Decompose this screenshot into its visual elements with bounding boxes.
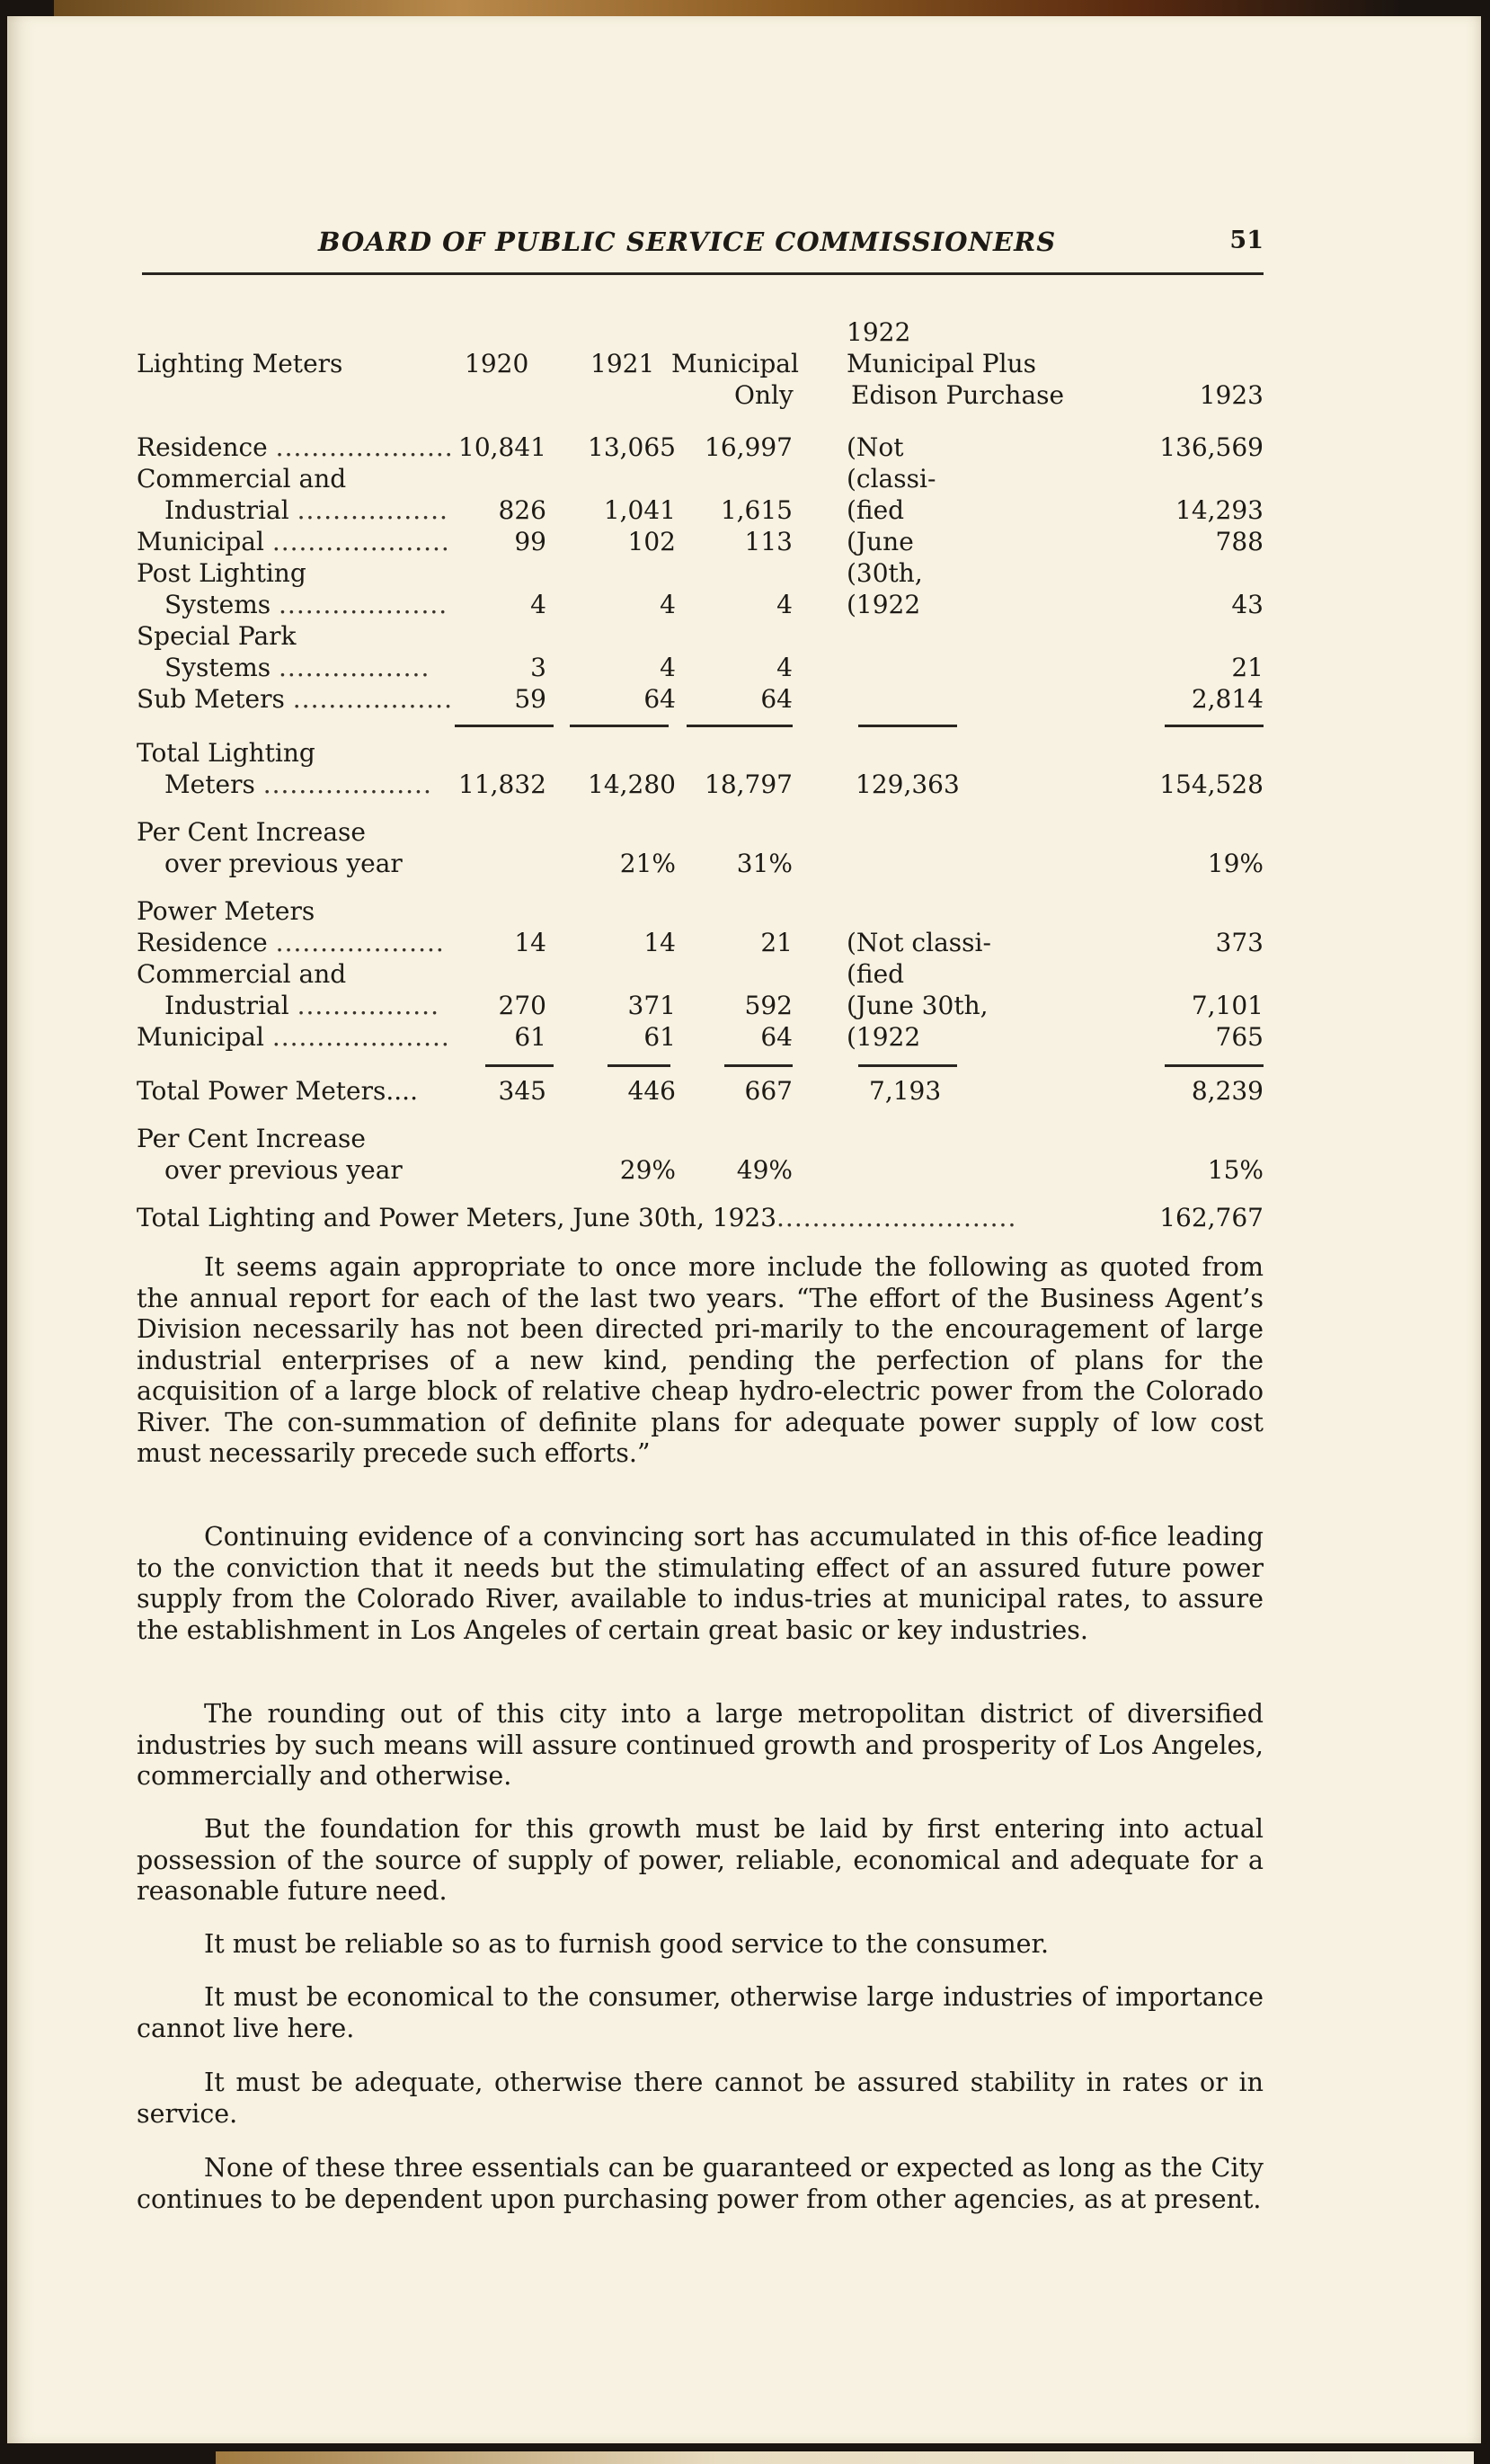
sum-rule	[485, 1064, 554, 1067]
paragraph: It must be adequate, otherwise there cannot be assured stability in rates or in service.	[137, 2068, 1264, 2129]
paragraph: None of these three essentials can be guaranteed or expected as long as the City continues to be dependent upon purchasing power from other agencies, as at present.	[137, 2153, 1264, 2214]
value-1921: 371	[627, 991, 676, 1020]
row-label: Municipal ....................	[137, 1022, 450, 1052]
value-1921: 61	[643, 1022, 676, 1052]
table-row	[137, 652, 1264, 683]
header-title: BOARD OF PUBLIC SERVICE COMMISSIONERS	[318, 227, 1057, 257]
row-label-cont: Industrial .................	[164, 495, 448, 525]
row-label-cont: Industrial ................	[164, 991, 439, 1020]
value-1923: 136,569	[1159, 432, 1264, 462]
total-1922-plus-edison: 7,193	[869, 1076, 942, 1106]
note-1922: (Not	[847, 432, 904, 462]
col-1920-header: 1920	[465, 349, 529, 378]
col-1921-header: 1921	[590, 349, 655, 378]
col-label-header: Lighting Meters	[137, 349, 343, 378]
row-label: Residence ...................	[137, 928, 445, 957]
row-label-cont: Systems ...................	[164, 590, 448, 619]
table-row	[137, 557, 1264, 589]
value-1923: 788	[1215, 527, 1264, 556]
value-1921: 13,065	[588, 432, 676, 462]
sum-rule	[687, 725, 793, 727]
value-1920: 59	[514, 684, 546, 714]
paragraph: It seems again appropriate to once more include the following as quoted from the annual report for each of the last two years. “The effort of the Business Agent’s Division necessarily has not been directed pri-marily to the encouragement of large industrial enterprises of a new kind, pending the perfection of plans for the acquisition of a large block of relative cheap hydro-electric power from the Colorado River. The con-summation of definite plans for adequate power supply of low cost must necessarily precede such efforts.”	[137, 1252, 1264, 1468]
value-1922-municipal: 1,615	[720, 495, 793, 525]
total-1920: 11,832	[458, 769, 546, 799]
value-1921: 102	[627, 527, 676, 556]
table-row	[137, 1154, 1264, 1186]
value-1922-municipal: 64	[760, 684, 793, 714]
value-1922-municipal: 4	[776, 653, 793, 682]
lighting-totals	[137, 737, 1264, 1053]
sum-rule	[570, 725, 669, 727]
value-1922-municipal: 16,997	[705, 432, 793, 462]
paragraph: Continuing evidence of a convincing sort has accumulated in this of-fice leading to the conviction that it needs but the stimulating effect of an assured future power supply from the Colorado River, available to indus-tries at municipal rates, to assure the establishment in Los Angeles of certain great basic or key industries.	[137, 1522, 1264, 1645]
row-label: Per Cent Increase	[137, 1124, 366, 1153]
table-row	[137, 620, 1264, 652]
value-1920: 61	[514, 1022, 546, 1052]
table-row	[137, 816, 1264, 848]
value-1920: 10,841	[458, 432, 546, 462]
sum-rule	[455, 725, 554, 727]
note-1922: (30th,	[847, 558, 923, 588]
row-label: Post Lighting	[137, 558, 306, 588]
table-row	[137, 589, 1264, 620]
paragraph: It must be economical to the consumer, otherwise large industries of importance cannot live here.	[137, 1982, 1264, 2043]
value-1920: 14	[514, 928, 546, 957]
value-1921: 1,041	[603, 495, 676, 525]
grand-total-row	[137, 1202, 1264, 1233]
value-1923: 21	[1231, 653, 1264, 682]
value-1921: 4	[660, 590, 676, 619]
value-1920: 270	[498, 991, 546, 1020]
table-row	[137, 769, 1264, 800]
sum-rule	[858, 725, 957, 727]
value-1920: 826	[498, 495, 546, 525]
col-1922-plus-year: 1922	[847, 317, 911, 347]
row-label-cont: over previous year	[164, 849, 403, 878]
value-1922-municipal: 113	[744, 527, 793, 556]
table-row	[137, 848, 1264, 879]
row-label: Commercial and	[137, 959, 347, 989]
sum-rule	[858, 1064, 957, 1067]
table-row	[137, 990, 1264, 1021]
paragraph: The rounding out of this city into a large metropolitan district of diversified industries by such means will assure continued growth and prosperity of Los Angeles, commercially and otherwise.	[137, 1699, 1264, 1791]
col-1922-plus-header: Municipal Plus	[847, 349, 1036, 378]
note-1922: (fied	[847, 495, 905, 525]
table-row	[137, 683, 1264, 715]
row-label-cont: Systems .................	[164, 653, 430, 682]
row-label: Commercial and	[137, 464, 347, 494]
col-1922-plus-header-2: Edison Purchase	[851, 380, 1065, 410]
running-header	[142, 227, 1264, 266]
table-row	[137, 1075, 1264, 1107]
increase-1921: 21%	[619, 849, 676, 878]
table-row	[137, 1123, 1264, 1154]
note-1922: (classi-	[847, 464, 936, 494]
total-1922-municipal: 18,797	[705, 769, 793, 799]
value-1921: 14	[643, 928, 676, 957]
row-label: Special Park	[137, 621, 297, 651]
row-label: Residence ....................	[137, 432, 454, 462]
value-1923: 7,101	[1191, 991, 1264, 1020]
value-1923: 2,814	[1191, 684, 1264, 714]
value-1923: 43	[1231, 590, 1264, 619]
header-rule	[142, 272, 1264, 275]
power-totals	[137, 1075, 1264, 1233]
grand-total-label: Total Lighting and Power Meters, June 30th, 1923...........................	[137, 1203, 1017, 1232]
value-1922-municipal: 592	[744, 991, 793, 1020]
table-row	[137, 737, 1264, 769]
power-meters-heading: Power Meters	[137, 896, 315, 926]
table-row	[137, 431, 1264, 463]
value-1920: 3	[530, 653, 546, 682]
value-1920: 99	[514, 527, 546, 556]
table-row	[137, 927, 1264, 958]
total-1923: 8,239	[1191, 1076, 1264, 1106]
value-1921: 64	[643, 684, 676, 714]
book-edge-bottom	[216, 2451, 1474, 2464]
value-1921: 4	[660, 653, 676, 682]
row-label: Municipal ....................	[137, 527, 450, 556]
row-label: Sub Meters ..................	[137, 684, 453, 714]
value-1920: 4	[530, 590, 546, 619]
table-row	[137, 526, 1264, 557]
paragraph: But the foundation for this growth must be laid by first entering into actual possession of the source of supply of power, reliable, economical and adequate for a reasonable future need.	[137, 1814, 1264, 1906]
row-label-cont: Meters ...................	[164, 769, 432, 799]
sum-rule	[1165, 725, 1264, 727]
sum-rule	[724, 1064, 793, 1067]
value-1922-municipal: 21	[760, 928, 793, 957]
lighting-meters-table	[137, 431, 1264, 715]
increase-1921: 29%	[619, 1155, 676, 1185]
row-label-cont: over previous year	[164, 1155, 403, 1185]
table-row	[137, 958, 1264, 990]
total-1921: 446	[627, 1076, 676, 1106]
value-1923: 373	[1215, 928, 1264, 957]
total-1920: 345	[498, 1076, 546, 1106]
note-1922: (June	[847, 527, 914, 556]
note-1922: (June 30th,	[847, 991, 989, 1020]
table-row	[137, 1021, 1264, 1053]
paragraph: It must be reliable so as to furnish good service to the consumer.	[204, 1929, 1050, 1959]
note-1922: (Not classi-	[847, 928, 991, 957]
row-label: Total Power Meters....	[137, 1076, 418, 1106]
table-header	[137, 316, 1264, 411]
sum-rule	[608, 1064, 670, 1067]
col-1922-muni-header-2: Only	[734, 380, 794, 410]
sum-rule	[1165, 1064, 1264, 1067]
grand-total-value: 162,767	[1159, 1203, 1264, 1232]
increase-1922-municipal: 49%	[736, 1155, 793, 1185]
increase-1923: 19%	[1207, 849, 1264, 878]
value-1923: 765	[1215, 1022, 1264, 1052]
note-1922: (1922	[847, 590, 921, 619]
col-1923-header: 1923	[1199, 380, 1264, 410]
value-1922-municipal: 64	[760, 1022, 793, 1052]
table-row	[137, 494, 1264, 526]
row-label: Per Cent Increase	[137, 817, 366, 847]
increase-1922-municipal: 31%	[736, 849, 793, 878]
total-1921: 14,280	[588, 769, 676, 799]
increase-1923: 15%	[1207, 1155, 1264, 1185]
total-1923: 154,528	[1159, 769, 1264, 799]
col-1922-muni-header: Municipal	[671, 349, 799, 378]
total-1922-municipal: 667	[744, 1076, 793, 1106]
total-1922-plus-edison: 129,363	[856, 769, 960, 799]
table-row	[137, 463, 1264, 494]
note-1922: (fied	[847, 959, 905, 989]
row-label: Total Lighting	[137, 738, 315, 768]
note-1922: (1922	[847, 1022, 921, 1052]
page-number: 51	[1229, 227, 1264, 254]
section-heading	[137, 895, 1264, 927]
value-1922-municipal: 4	[776, 590, 793, 619]
value-1923: 14,293	[1175, 495, 1264, 525]
